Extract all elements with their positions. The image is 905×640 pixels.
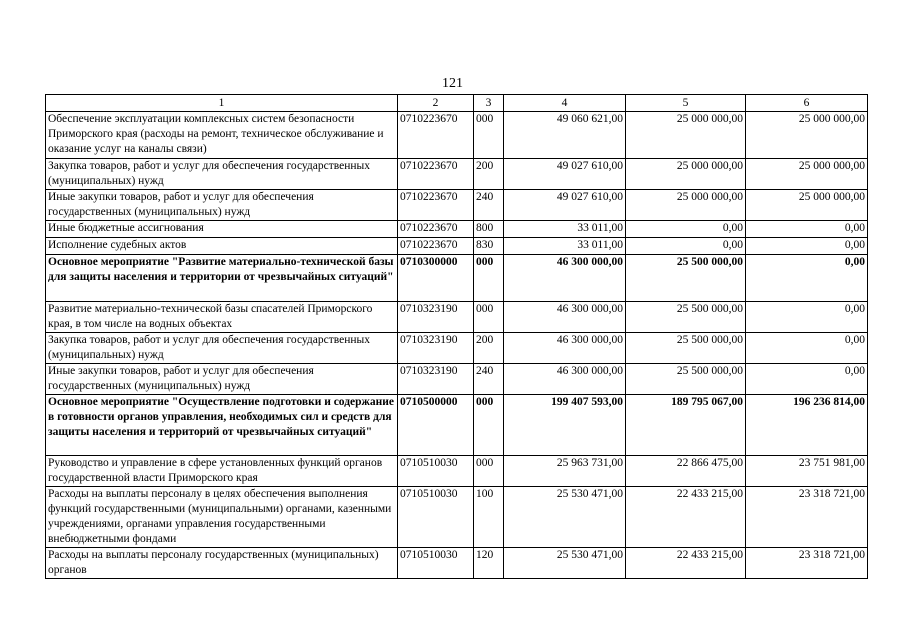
row-name-cell: Основное мероприятие "Осуществление подготовки и содержание в готовности органов управления, необходимых сил и средств для защиты населения и территорий от чрезвычайных ситуаций" xyxy=(46,395,398,456)
row-amount-col4: 49 060 621,00 xyxy=(504,112,626,159)
table-row xyxy=(46,221,868,238)
column-header: 1 xyxy=(46,95,398,112)
row-vr-cell: 000 xyxy=(474,456,504,487)
row-vr-cell: 000 xyxy=(474,395,504,456)
row-vr-cell: 240 xyxy=(474,190,504,221)
row-name-cell: Иные закупки товаров, работ и услуг для обеспечения государственных (муниципальных) нужд xyxy=(46,364,398,395)
row-name-cell: Развитие материально-технической базы спасателей Приморского края, в том числе на водных объектах xyxy=(46,302,398,333)
row-name-cell: Иные бюджетные ассигнования xyxy=(46,221,398,238)
table-row xyxy=(46,333,868,364)
row-amount-col6: 23 318 721,00 xyxy=(746,487,868,548)
row-amount-col6: 0,00 xyxy=(746,364,868,395)
page-number: 121 xyxy=(442,76,463,91)
row-csr-cell: 0710510030 xyxy=(398,456,474,487)
table-row xyxy=(46,302,868,333)
row-amount-col4: 33 011,00 xyxy=(504,221,626,238)
row-csr-cell: 0710323190 xyxy=(398,364,474,395)
row-amount-col5: 25 500 000,00 xyxy=(626,333,746,364)
row-amount-col4: 25 530 471,00 xyxy=(504,548,626,579)
row-amount-col6: 0,00 xyxy=(746,333,868,364)
table-row xyxy=(46,548,868,579)
table-row xyxy=(46,255,868,302)
row-vr-cell: 200 xyxy=(474,333,504,364)
row-amount-col6: 0,00 xyxy=(746,238,868,255)
row-vr-cell: 200 xyxy=(474,159,504,190)
row-amount-col5: 25 000 000,00 xyxy=(626,190,746,221)
row-amount-col4: 25 530 471,00 xyxy=(504,487,626,548)
row-name-cell: Расходы на выплаты персоналу в целях обеспечения выполнения функций государственными (муниципальными) органами, казенными учреждениями, органами управления государственными внебюджетными фондами xyxy=(46,487,398,548)
row-amount-col6: 0,00 xyxy=(746,255,868,302)
table-row xyxy=(46,190,868,221)
row-name-cell: Руководство и управление в сфере установленных функций органов государственной власти Приморского края xyxy=(46,456,398,487)
row-amount-col6: 25 000 000,00 xyxy=(746,159,868,190)
row-vr-cell: 830 xyxy=(474,238,504,255)
row-name-cell: Обеспечение эксплуатации комплексных систем безопасности Приморского края (расходы на ремонт, техническое обслуживание и оказание услуг на каналы связи) xyxy=(46,112,398,159)
column-header: 4 xyxy=(504,95,626,112)
row-amount-col6: 196 236 814,00 xyxy=(746,395,868,456)
row-amount-col6: 0,00 xyxy=(746,221,868,238)
row-amount-col4: 46 300 000,00 xyxy=(504,255,626,302)
row-vr-cell: 100 xyxy=(474,487,504,548)
column-header: 2 xyxy=(398,95,474,112)
row-csr-cell: 0710223670 xyxy=(398,190,474,221)
row-amount-col4: 46 300 000,00 xyxy=(504,364,626,395)
column-header: 3 xyxy=(474,95,504,112)
table-row xyxy=(46,112,868,159)
table-row xyxy=(46,456,868,487)
row-csr-cell: 0710300000 xyxy=(398,255,474,302)
row-vr-cell: 000 xyxy=(474,255,504,302)
row-amount-col5: 25 500 000,00 xyxy=(626,364,746,395)
row-amount-col5: 0,00 xyxy=(626,238,746,255)
row-csr-cell: 0710223670 xyxy=(398,221,474,238)
row-csr-cell: 0710223670 xyxy=(398,159,474,190)
row-amount-col6: 25 000 000,00 xyxy=(746,112,868,159)
row-amount-col5: 0,00 xyxy=(626,221,746,238)
row-amount-col4: 46 300 000,00 xyxy=(504,302,626,333)
row-name-cell: Исполнение судебных актов xyxy=(46,238,398,255)
row-amount-col6: 23 318 721,00 xyxy=(746,548,868,579)
table-row xyxy=(46,395,868,456)
row-name-cell: Иные закупки товаров, работ и услуг для обеспечения государственных (муниципальных) нужд xyxy=(46,190,398,221)
row-vr-cell: 240 xyxy=(474,364,504,395)
row-vr-cell: 800 xyxy=(474,221,504,238)
row-csr-cell: 0710510030 xyxy=(398,548,474,579)
row-name-cell: Закупка товаров, работ и услуг для обеспечения государственных (муниципальных) нужд xyxy=(46,159,398,190)
row-name-cell: Расходы на выплаты персоналу государственных (муниципальных) органов xyxy=(46,548,398,579)
row-amount-col4: 46 300 000,00 xyxy=(504,333,626,364)
row-amount-col4: 25 963 731,00 xyxy=(504,456,626,487)
row-amount-col4: 49 027 610,00 xyxy=(504,190,626,221)
row-vr-cell: 000 xyxy=(474,302,504,333)
row-amount-col6: 0,00 xyxy=(746,302,868,333)
table-row xyxy=(46,487,868,548)
row-amount-col5: 189 795 067,00 xyxy=(626,395,746,456)
table-body xyxy=(46,112,868,579)
row-vr-cell: 120 xyxy=(474,548,504,579)
row-vr-cell: 000 xyxy=(474,112,504,159)
table-row xyxy=(46,159,868,190)
row-amount-col5: 25 500 000,00 xyxy=(626,302,746,333)
column-header: 6 xyxy=(746,95,868,112)
row-amount-col6: 23 751 981,00 xyxy=(746,456,868,487)
row-amount-col5: 22 433 215,00 xyxy=(626,487,746,548)
table-row xyxy=(46,238,868,255)
budget-table xyxy=(45,94,868,579)
row-csr-cell: 0710323190 xyxy=(398,333,474,364)
row-amount-col5: 25 000 000,00 xyxy=(626,159,746,190)
row-amount-col6: 25 000 000,00 xyxy=(746,190,868,221)
row-amount-col5: 25 500 000,00 xyxy=(626,255,746,302)
row-amount-col4: 199 407 593,00 xyxy=(504,395,626,456)
row-amount-col5: 22 866 475,00 xyxy=(626,456,746,487)
row-csr-cell: 0710510030 xyxy=(398,487,474,548)
row-amount-col5: 25 000 000,00 xyxy=(626,112,746,159)
row-name-cell: Основное мероприятие "Развитие материально-технической базы для защиты населения и территории от чрезвычайных ситуаций" xyxy=(46,255,398,302)
row-csr-cell: 0710223670 xyxy=(398,112,474,159)
table-row xyxy=(46,364,868,395)
row-amount-col4: 33 011,00 xyxy=(504,238,626,255)
row-amount-col4: 49 027 610,00 xyxy=(504,159,626,190)
row-csr-cell: 0710323190 xyxy=(398,302,474,333)
row-name-cell: Закупка товаров, работ и услуг для обеспечения государственных (муниципальных) нужд xyxy=(46,333,398,364)
row-csr-cell: 0710223670 xyxy=(398,238,474,255)
table-header-row xyxy=(46,95,868,112)
row-amount-col5: 22 433 215,00 xyxy=(626,548,746,579)
row-csr-cell: 0710500000 xyxy=(398,395,474,456)
column-header: 5 xyxy=(626,95,746,112)
